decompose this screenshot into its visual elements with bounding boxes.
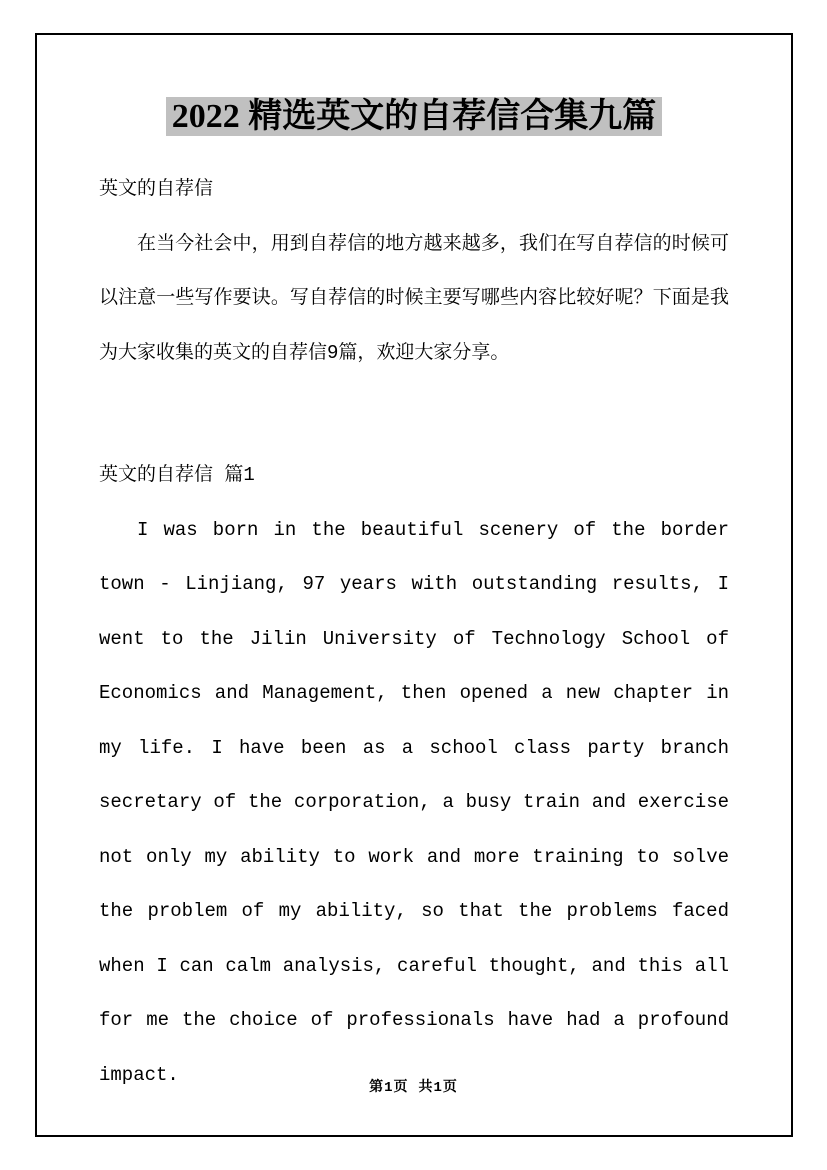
intro-label: 英文的自荐信 — [99, 178, 214, 200]
document-title — [99, 92, 729, 142]
page-footer — [0, 1076, 827, 1096]
section-paragraph: I was born in the beautiful scenery of the border town - Linjiang, 97 years with outstanding results, I went to the Jilin University of Technology School of Economics and Management, then opened a new chapter in my life. I have been as a school class party branch secretary of the corporation, a busy train and exercise not only my ability to work and more training to solve the problem of my ability, so that the problems faced when I can calm analysis, careful thought, and this all for me the choice of professionals have had a profound impact. — [99, 518, 729, 1086]
section-heading: 英文的自荐信 篇1 — [99, 464, 255, 486]
document-content — [99, 0, 729, 1102]
document-title-highlight: 2022 精选英文的自荐信合集九篇 — [166, 97, 663, 136]
footer-page-number: 第1页 — [369, 1080, 409, 1096]
footer-total-pages: 共1页 — [418, 1080, 458, 1096]
intro-paragraph: 在当今社会中，用到自荐信的地方越来越多，我们在写自荐信的时候可以注意一些写作要诀。写自荐信的时候主要写哪些内容比较好呢？下面是我为大家收集的英文的自荐信9篇，欢迎大家分享。 — [99, 232, 729, 364]
